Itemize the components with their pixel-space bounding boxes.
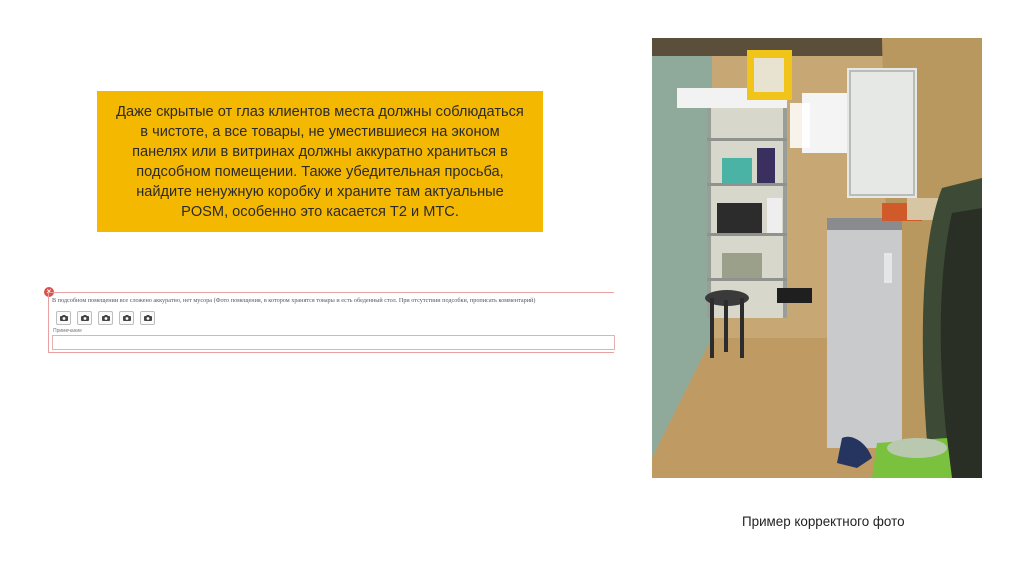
callout-text: Даже скрытые от глаз клиентов места должны соблюдаться в чистоте, а все товары, не уместившиеся на эконом панелях или в витринах должны аккуратно храниться в подсобном помещении. Также убедительная просьба, найдите ненужную коробку и храните там актуальные POSM, особенно это касается Т2 и МТС.	[116, 103, 524, 220]
form-box	[48, 292, 614, 353]
note-input[interactable]	[52, 335, 615, 350]
camera-icon	[81, 315, 89, 321]
camera-button[interactable]	[56, 311, 71, 325]
camera-button-row	[56, 311, 155, 325]
camera-button[interactable]	[77, 311, 92, 325]
photo-caption: Пример корректного фото	[742, 514, 905, 529]
checklist-form-item	[44, 287, 614, 353]
camera-button[interactable]	[119, 311, 134, 325]
storage-room-illustration	[652, 38, 982, 478]
close-icon[interactable]: ×	[44, 287, 54, 297]
camera-button[interactable]	[98, 311, 113, 325]
camera-icon	[60, 315, 68, 321]
example-photo	[652, 38, 982, 478]
camera-icon	[102, 315, 110, 321]
camera-icon	[144, 315, 152, 321]
note-label: Примечание	[53, 328, 82, 334]
question-text: В подсобном помещении все сложено аккуратно, нет мусора (Фото помещения, в котором хранятся товары и есть обеденный стол. При отсутствии подсобки, прописать комментарий)	[52, 297, 536, 304]
camera-icon	[123, 315, 131, 321]
camera-button[interactable]	[140, 311, 155, 325]
info-callout	[97, 91, 543, 232]
